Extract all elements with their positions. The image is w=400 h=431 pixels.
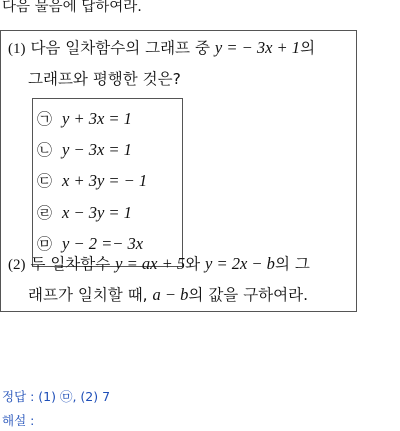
choice-3 bbox=[37, 170, 147, 192]
question-1-equation: y = − 3x + 1 bbox=[214, 38, 301, 57]
explanation-label: 해설 : bbox=[2, 413, 35, 428]
instruction-text: 다음 물음에 답하여라. bbox=[2, 0, 142, 15]
choice-4-expression: x − 3y = 1 bbox=[62, 203, 132, 222]
question-2-text-e: 의 값을 구하여라. bbox=[188, 286, 309, 304]
question-1-line-2: 그래프와 평행한 것은? bbox=[28, 70, 181, 88]
choice-2-expression: y − 3x = 1 bbox=[62, 140, 132, 159]
question-2-text-b: 와 bbox=[185, 255, 201, 273]
question-2-equation-1: y = ax + 5 bbox=[115, 254, 186, 273]
question-2-line-2 bbox=[28, 284, 308, 306]
question-1-suffix: 의 bbox=[300, 39, 316, 57]
answer-text: 정답 : (1) ㉤, (2) 7 bbox=[2, 389, 111, 404]
choice-2 bbox=[37, 139, 132, 161]
problem-box bbox=[0, 30, 357, 312]
choice-5 bbox=[37, 233, 143, 255]
choice-5-marker: ㉤ bbox=[37, 235, 53, 253]
question-2-line-1 bbox=[8, 253, 310, 276]
choice-3-marker: ㉢ bbox=[37, 172, 53, 190]
question-2-text-a: 두 일차함수 bbox=[30, 255, 111, 273]
choice-4 bbox=[37, 202, 132, 224]
question-1-text: 다음 일차함수의 그래프 중 bbox=[30, 39, 210, 57]
question-2-text-d: 래프가 일치할 때, bbox=[28, 286, 148, 304]
choice-2-marker: ㉡ bbox=[37, 141, 53, 159]
question-2-number: (2) bbox=[8, 257, 26, 273]
question-2-text-c: 의 그 bbox=[274, 255, 310, 273]
choice-1 bbox=[37, 108, 132, 130]
choice-1-marker: ㉠ bbox=[37, 110, 53, 128]
choices-box bbox=[32, 98, 183, 267]
choice-1-expression: y + 3x = 1 bbox=[62, 109, 132, 128]
choice-5-expression: y − 2 =− 3x bbox=[62, 234, 144, 253]
question-2-equation-2: y = 2x − b bbox=[205, 254, 275, 273]
choice-4-marker: ㉣ bbox=[37, 204, 53, 222]
question-2-equation-3: a − b bbox=[152, 285, 189, 304]
question-1-line-1 bbox=[8, 37, 315, 60]
question-1-number: (1) bbox=[8, 41, 26, 57]
choice-3-expression: x + 3y = − 1 bbox=[62, 171, 148, 190]
